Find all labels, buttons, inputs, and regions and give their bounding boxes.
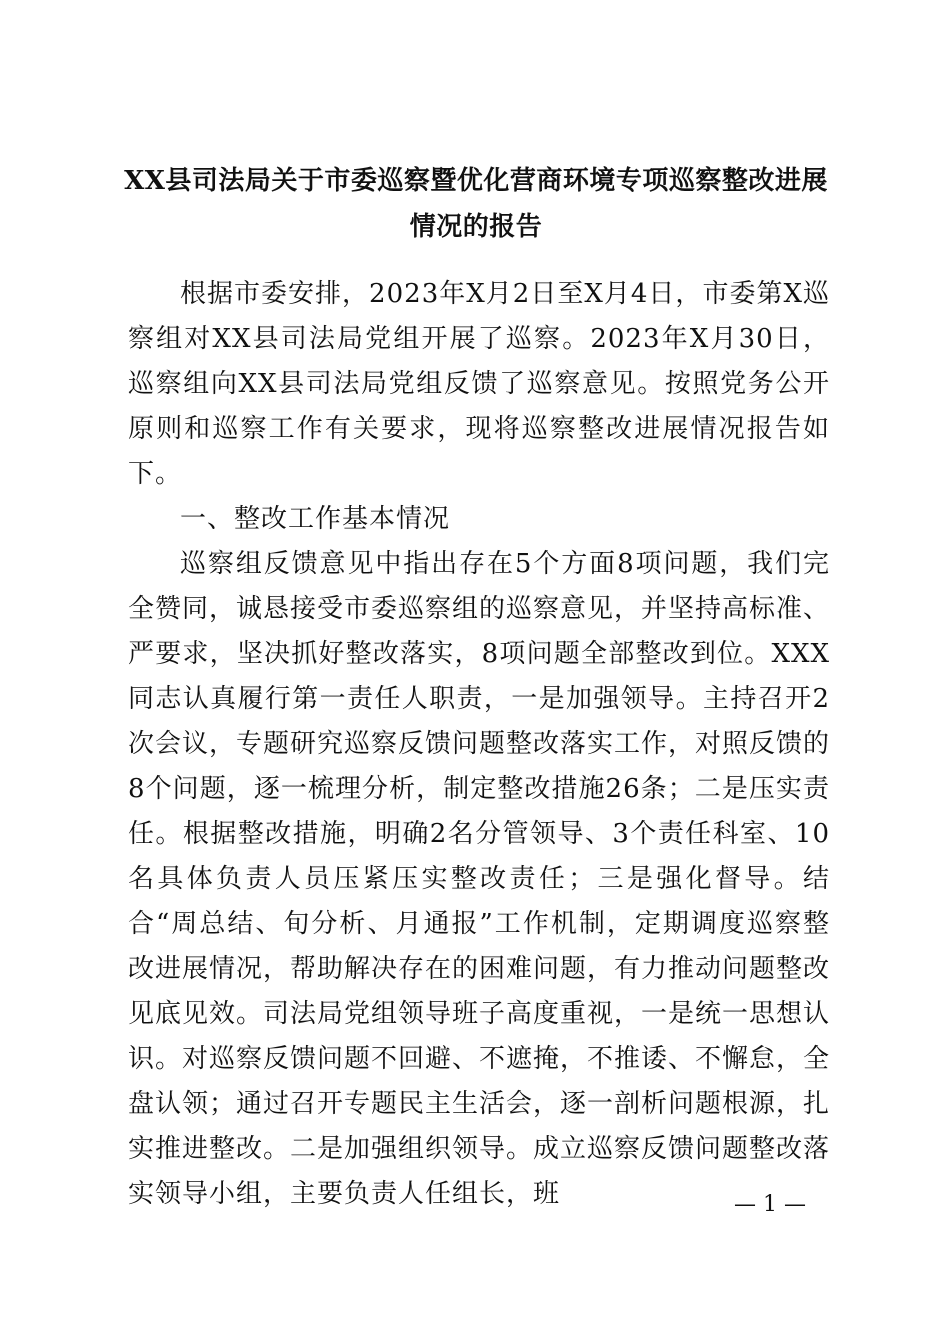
section-heading: 一、整改工作基本情况 (180, 504, 451, 534)
document-title: XX县司法局关于市委巡察暨优化营商环境专项巡察整改进展情况的报告 (124, 166, 828, 242)
page-number: — 1 — (734, 1192, 806, 1217)
intro-paragraph: 根据市委安排，2023年X月2日至X月4日，市委第X巡察组对XX县司法局党组开展了巡察。2023年X月30日，巡察组向XX县司法局党组反馈了巡察意见。按照党务公开原则和巡察工作有关要求，现将巡察整改进展情况报告如下。 (128, 279, 830, 489)
body-paragraph: 巡察组反馈意见中指出存在5个方面8项问题，我们完全赞同，诚恳接受市委巡察组的巡察意见，并坚持高标准、严要求，坚决抓好整改落实，8项问题全部整改到位。XXX同志认真履行第一责任人职责，一是加强领导。主持召开2次会议，专题研究巡察反馈问题整改落实工作，对照反馈的8个问题，逐一梳理分析，制定整改措施26条；二是压实责任。根据整改措施，明确2名分管领导、3个责任科室、10名具体负责人员压紧压实整改责任；三是强化督导。结合“周总结、旬分析、月通报”工作机制，定期调度巡察整改进展情况，帮助解决存在的困难问题，有力推动问题整改见底见效。司法局党组领导班子高度重视，一是统一思想认识。对巡察反馈问题不回避、不遮掩，不推诿、不懈怠，全盘认领；通过召开专题民主生活会，逐一剖析问题根源，扎实推进整改。二是加强组织领导。成立巡察反馈问题整改落实领导小组，主要负责人任组长，班 (128, 549, 831, 1209)
document-body (128, 272, 830, 1217)
